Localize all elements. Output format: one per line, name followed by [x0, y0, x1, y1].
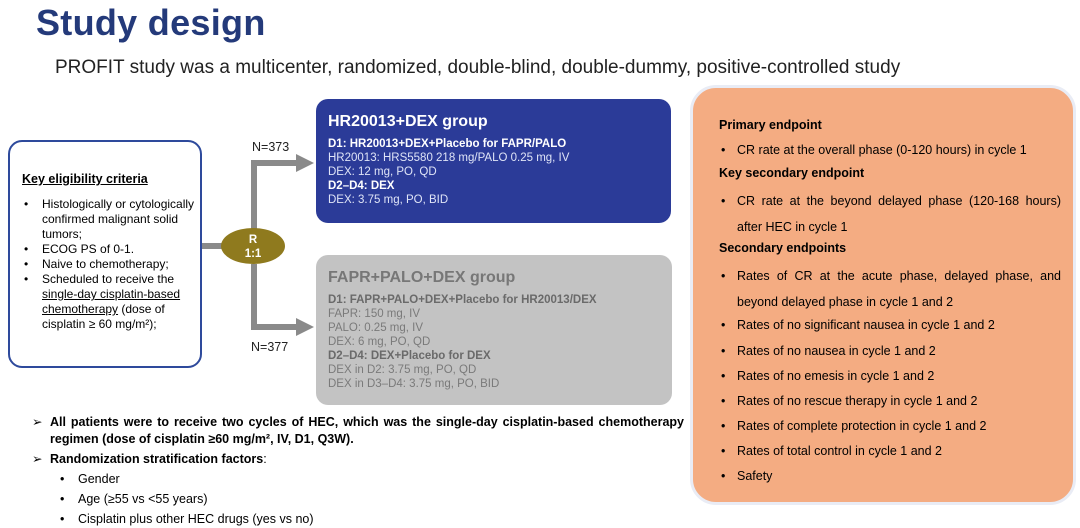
item-text: Rates of no nausea in cycle 1 and 2 [737, 344, 936, 358]
group2-line: DEX: 6 mg, PO, QD [328, 336, 431, 348]
group2-line: DEX in D2: 3.75 mg, PO, QD [328, 364, 477, 376]
group2-line: FAPR: 150 mg, IV [328, 308, 421, 320]
slide-subtitle: PROFIT study was a multicenter, randomized, double-blind, double-dummy, positive-controlled study [55, 57, 901, 78]
item-text: Rates of no rescue therapy in cycle 1 and 2 [737, 394, 978, 408]
arm-n-top: N=373 [252, 140, 290, 154]
list-item: • Histologically or cytologically confirmed malignant solid tumors; [22, 197, 202, 242]
list-item: • CR rate at the beyond delayed phase (120-168 hours) after HEC in cycle 1 [721, 188, 1061, 240]
eligibility-list [10, 197, 202, 332]
group2-d1-header: D1: FAPR+PALO+DEX+Placebo for HR20013/DEX [328, 294, 597, 306]
note-stratification [32, 451, 684, 468]
group2-line: PALO: 0.25 mg, IV [328, 322, 424, 334]
item-text: (dose of cisplatin ≥ 60 mg/m²); [42, 302, 165, 331]
item-text: CR rate at the beyond delayed phase (120-168 hours) after HEC in cycle 1 [737, 194, 1061, 234]
item-text: Rates of no significant nausea in cycle 1 and 2 [737, 318, 995, 332]
secondary-endpoints-header: Secondary endpoints [719, 241, 847, 255]
arrow-to-group1 [254, 163, 298, 230]
group1-d1-header: D1: HR20013+DEX+Placebo for FAPR/PALO [328, 138, 567, 150]
list-item: • Cisplatin plus other HEC drugs (yes vs no) [60, 512, 460, 526]
randomization-ratio: 1:1 [244, 248, 262, 260]
list-item: • Rates of no emesis in cycle 1 and 2 [721, 363, 1061, 389]
item-text: Rates of CR at the acute phase, delayed phase, and beyond delayed phase in cycle 1 and 2 [737, 269, 1061, 309]
arrow-to-group2 [254, 264, 298, 327]
randomization-label: R [248, 234, 258, 246]
note-colon: : [263, 452, 267, 466]
list-item: • Age (≥55 vs <55 years) [60, 492, 460, 506]
item-text: Scheduled to receive the [42, 272, 175, 286]
group2-line: DEX in D3–D4: 3.75 mg, PO, BID [328, 378, 500, 390]
eligibility-title: Key eligibility criteria [22, 172, 148, 186]
group1-box [316, 99, 671, 223]
slide-title: Study design [36, 2, 266, 43]
item-text: Cisplatin plus other HEC drugs (yes vs no) [78, 512, 314, 526]
note-heading: Randomization stratification factors [50, 452, 264, 466]
group1-line: DEX: 3.75 mg, PO, BID [328, 194, 449, 206]
group1-d2-header: D2–D4: DEX [328, 180, 395, 192]
group1-line: HR20013: HRS5580 218 mg/PALO 0.25 mg, IV [328, 152, 570, 164]
item-text: Age (≥55 vs <55 years) [78, 492, 208, 506]
item-text: Rates of complete protection in cycle 1 and 2 [737, 419, 987, 433]
list-item: • Rates of complete protection in cycle 1 and 2 [721, 413, 1061, 439]
eligibility-box [8, 140, 202, 368]
arrow-bullet-icon: ➢ [32, 452, 43, 466]
randomization-oval [221, 228, 285, 264]
group2-title: FAPR+PALO+DEX group [328, 269, 516, 286]
list-item: • Rates of no rescue therapy in cycle 1 and 2 [721, 388, 1061, 414]
group2-d2-header: D2–D4: DEX+Placebo for DEX [328, 350, 491, 362]
group1-title: HR20013+DEX group [328, 113, 488, 130]
list-item [22, 272, 202, 332]
key-secondary-header: Key secondary endpoint [719, 166, 865, 180]
list-item: • Rates of no nausea in cycle 1 and 2 [721, 338, 1061, 364]
list-item: • Safety [721, 463, 1061, 489]
primary-endpoint-header: Primary endpoint [719, 118, 822, 132]
list-item: • ECOG PS of 0-1. [22, 242, 202, 257]
list-item: • Rates of total control in cycle 1 and 2 [721, 438, 1061, 464]
note-text: All patients were to receive two cycles of HEC, which was the single-day cisplatin-based chemotherapy regimen (dose of cisplatin ≥60 mg/m², IV, D1, Q3W). [50, 415, 684, 446]
item-text: Gender [78, 472, 120, 486]
group1-line: DEX: 12 mg, PO, QD [328, 166, 437, 178]
item-underlined-text: single-day cisplatin-based chemotherapy [42, 287, 181, 316]
item-text: Safety [737, 469, 773, 483]
arrowhead-top [296, 154, 314, 172]
list-item: • Rates of no significant nausea in cycle 1 and 2 [721, 312, 1061, 338]
item-text: Rates of no emesis in cycle 1 and 2 [737, 369, 935, 383]
group2-box [316, 255, 672, 405]
endpoints-panel [690, 85, 1076, 505]
arm-n-bottom: N=377 [251, 340, 289, 354]
arrowhead-bottom [296, 318, 314, 336]
list-item: • CR rate at the overall phase (0-120 hours) in cycle 1 [721, 137, 1061, 163]
item-text: Rates of total control in cycle 1 and 2 [737, 444, 942, 458]
note-hec [32, 414, 684, 448]
list-item: • Gender [60, 472, 460, 486]
list-item: • Rates of CR at the acute phase, delayed phase, and beyond delayed phase in cycle 1 and 2 [721, 263, 1061, 315]
item-text: CR rate at the overall phase (0-120 hours) in cycle 1 [737, 143, 1027, 157]
list-item: • Naive to chemotherapy; [22, 257, 202, 272]
arrow-bullet-icon: ➢ [32, 415, 43, 429]
